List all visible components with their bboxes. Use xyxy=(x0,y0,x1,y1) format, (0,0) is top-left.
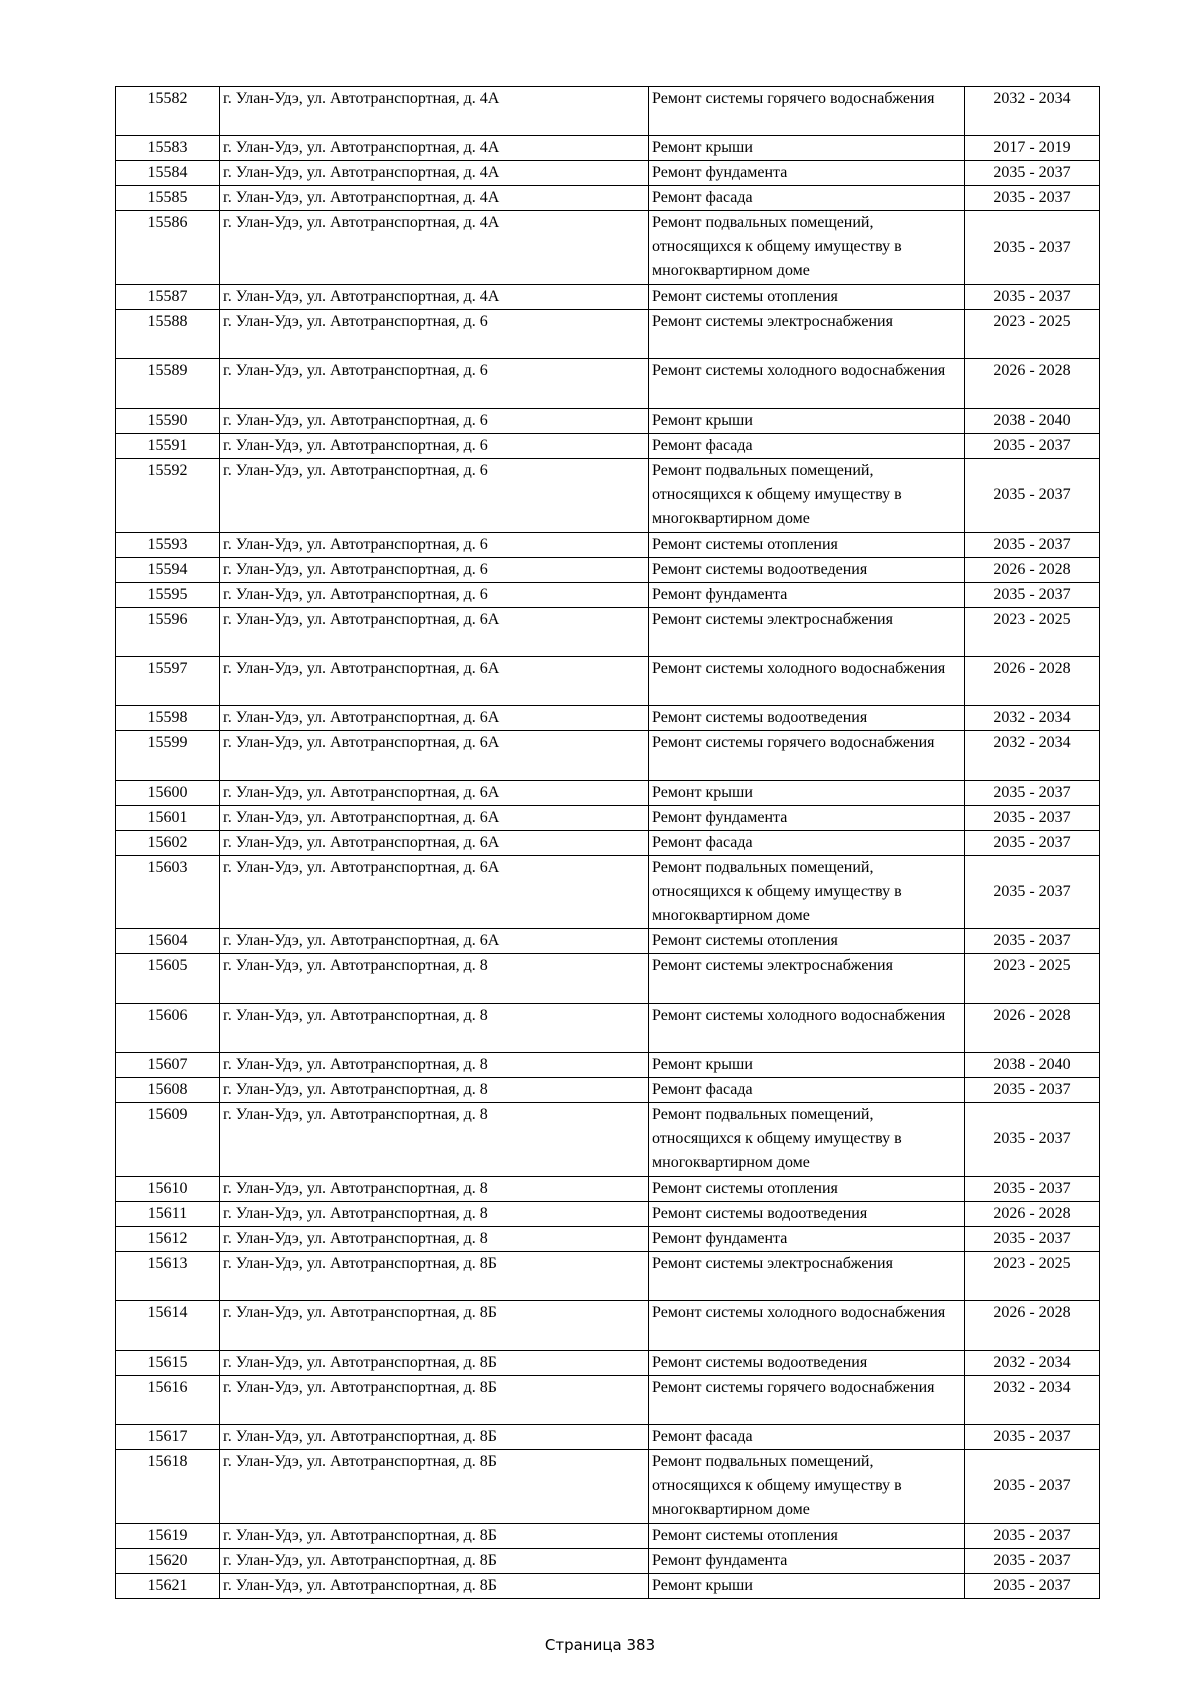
address-cell: г. Улан-Удэ, ул. Автотранспортная, д. 8 xyxy=(220,1078,649,1103)
table-row xyxy=(116,656,1100,705)
table-body xyxy=(116,87,1100,1599)
address-cell: г. Улан-Удэ, ул. Автотранспортная, д. 6 xyxy=(220,433,649,458)
period-cell: 2032 - 2034 xyxy=(965,706,1100,731)
table-row xyxy=(116,532,1100,557)
period-cell: 2035 - 2037 xyxy=(965,161,1100,186)
work-type-cell: Ремонт системы горячего водоснабжения xyxy=(649,731,965,780)
row-number-cell: 15597 xyxy=(116,656,220,705)
table-row xyxy=(116,1078,1100,1103)
period-cell: 2035 - 2037 xyxy=(965,1449,1100,1523)
work-type-cell: Ремонт фасада xyxy=(649,830,965,855)
work-type-cell: Ремонт крыши xyxy=(649,408,965,433)
table-row xyxy=(116,805,1100,830)
address-cell: г. Улан-Удэ, ул. Автотранспортная, д. 8Б xyxy=(220,1375,649,1424)
table-row xyxy=(116,1053,1100,1078)
row-number-cell: 15612 xyxy=(116,1226,220,1251)
period-cell: 2035 - 2037 xyxy=(965,458,1100,532)
table-row xyxy=(116,1424,1100,1449)
work-type-cell: Ремонт системы водоотведения xyxy=(649,557,965,582)
row-number-cell: 15616 xyxy=(116,1375,220,1424)
row-number-cell: 15607 xyxy=(116,1053,220,1078)
table-row xyxy=(116,285,1100,310)
period-cell: 2032 - 2034 xyxy=(965,1375,1100,1424)
row-number-cell: 15620 xyxy=(116,1548,220,1573)
row-number-cell: 15619 xyxy=(116,1523,220,1548)
work-type-cell: Ремонт фундамента xyxy=(649,1226,965,1251)
address-cell: г. Улан-Удэ, ул. Автотранспортная, д. 8Б xyxy=(220,1350,649,1375)
period-cell: 2026 - 2028 xyxy=(965,1003,1100,1052)
address-cell: г. Улан-Удэ, ул. Автотранспортная, д. 6А xyxy=(220,830,649,855)
address-cell: г. Улан-Удэ, ул. Автотранспортная, д. 8 xyxy=(220,1176,649,1201)
table-row xyxy=(116,1350,1100,1375)
address-cell: г. Улан-Удэ, ул. Автотранспортная, д. 6 xyxy=(220,582,649,607)
address-cell: г. Улан-Удэ, ул. Автотранспортная, д. 6А xyxy=(220,706,649,731)
table-row xyxy=(116,211,1100,285)
address-cell: г. Улан-Удэ, ул. Автотранспортная, д. 6 xyxy=(220,557,649,582)
row-number-cell: 15592 xyxy=(116,458,220,532)
address-cell: г. Улан-Удэ, ул. Автотранспортная, д. 8Б xyxy=(220,1523,649,1548)
table-row xyxy=(116,310,1100,359)
row-number-cell: 15614 xyxy=(116,1301,220,1350)
address-cell: г. Улан-Удэ, ул. Автотранспортная, д. 8 xyxy=(220,1103,649,1177)
work-type-cell: Ремонт подвальных помещений, относящихся к общему имуществу в многоквартирном доме xyxy=(649,855,965,929)
row-number-cell: 15610 xyxy=(116,1176,220,1201)
work-type-cell: Ремонт крыши xyxy=(649,136,965,161)
row-number-cell: 15608 xyxy=(116,1078,220,1103)
row-number-cell: 15618 xyxy=(116,1449,220,1523)
period-cell: 2023 - 2025 xyxy=(965,607,1100,656)
period-cell: 2035 - 2037 xyxy=(965,1523,1100,1548)
row-number-cell: 15599 xyxy=(116,731,220,780)
address-cell: г. Улан-Удэ, ул. Автотранспортная, д. 6А xyxy=(220,780,649,805)
work-type-cell: Ремонт системы отопления xyxy=(649,1523,965,1548)
period-cell: 2026 - 2028 xyxy=(965,656,1100,705)
work-type-cell: Ремонт системы электроснабжения xyxy=(649,1251,965,1300)
row-number-cell: 15594 xyxy=(116,557,220,582)
address-cell: г. Улан-Удэ, ул. Автотранспортная, д. 8 xyxy=(220,1003,649,1052)
period-cell: 2032 - 2034 xyxy=(965,87,1100,136)
work-type-cell: Ремонт фасада xyxy=(649,1078,965,1103)
period-cell: 2035 - 2037 xyxy=(965,1226,1100,1251)
table-row xyxy=(116,1251,1100,1300)
row-number-cell: 15589 xyxy=(116,359,220,408)
work-type-cell: Ремонт подвальных помещений, относящихся к общему имуществу в многоквартирном доме xyxy=(649,1103,965,1177)
row-number-cell: 15586 xyxy=(116,211,220,285)
row-number-cell: 15611 xyxy=(116,1201,220,1226)
table-row xyxy=(116,1548,1100,1573)
table-row xyxy=(116,161,1100,186)
work-type-cell: Ремонт фундамента xyxy=(649,1548,965,1573)
table-row xyxy=(116,830,1100,855)
address-cell: г. Улан-Удэ, ул. Автотранспортная, д. 6А xyxy=(220,855,649,929)
row-number-cell: 15598 xyxy=(116,706,220,731)
table-row xyxy=(116,1003,1100,1052)
period-cell: 2035 - 2037 xyxy=(965,433,1100,458)
work-type-cell: Ремонт подвальных помещений, относящихся к общему имуществу в многоквартирном доме xyxy=(649,211,965,285)
period-cell: 2038 - 2040 xyxy=(965,1053,1100,1078)
period-cell: 2023 - 2025 xyxy=(965,310,1100,359)
table-row xyxy=(116,359,1100,408)
work-type-cell: Ремонт фасада xyxy=(649,186,965,211)
row-number-cell: 15593 xyxy=(116,532,220,557)
address-cell: г. Улан-Удэ, ул. Автотранспортная, д. 4А xyxy=(220,161,649,186)
row-number-cell: 15602 xyxy=(116,830,220,855)
table-row xyxy=(116,136,1100,161)
table-row xyxy=(116,458,1100,532)
period-cell: 2035 - 2037 xyxy=(965,855,1100,929)
row-number-cell: 15600 xyxy=(116,780,220,805)
address-cell: г. Улан-Удэ, ул. Автотранспортная, д. 6 xyxy=(220,458,649,532)
period-cell: 2035 - 2037 xyxy=(965,1548,1100,1573)
address-cell: г. Улан-Удэ, ул. Автотранспортная, д. 6А xyxy=(220,731,649,780)
row-number-cell: 15595 xyxy=(116,582,220,607)
address-cell: г. Улан-Удэ, ул. Автотранспортная, д. 8Б xyxy=(220,1548,649,1573)
work-type-cell: Ремонт фасада xyxy=(649,1424,965,1449)
address-cell: г. Улан-Удэ, ул. Автотранспортная, д. 8Б xyxy=(220,1301,649,1350)
row-number-cell: 15609 xyxy=(116,1103,220,1177)
work-type-cell: Ремонт системы горячего водоснабжения xyxy=(649,87,965,136)
table-row xyxy=(116,1201,1100,1226)
work-type-cell: Ремонт системы холодного водоснабжения xyxy=(649,1003,965,1052)
period-cell: 2017 - 2019 xyxy=(965,136,1100,161)
period-cell: 2038 - 2040 xyxy=(965,408,1100,433)
period-cell: 2032 - 2034 xyxy=(965,1350,1100,1375)
address-cell: г. Улан-Удэ, ул. Автотранспортная, д. 8Б xyxy=(220,1424,649,1449)
work-type-cell: Ремонт системы холодного водоснабжения xyxy=(649,359,965,408)
work-type-cell: Ремонт системы холодного водоснабжения xyxy=(649,1301,965,1350)
period-cell: 2035 - 2037 xyxy=(965,805,1100,830)
address-cell: г. Улан-Удэ, ул. Автотранспортная, д. 8Б xyxy=(220,1449,649,1523)
address-cell: г. Улан-Удэ, ул. Автотранспортная, д. 4А xyxy=(220,136,649,161)
work-type-cell: Ремонт крыши xyxy=(649,1053,965,1078)
period-cell: 2035 - 2037 xyxy=(965,211,1100,285)
table-row xyxy=(116,433,1100,458)
period-cell: 2035 - 2037 xyxy=(965,1176,1100,1201)
row-number-cell: 15588 xyxy=(116,310,220,359)
period-cell: 2023 - 2025 xyxy=(965,954,1100,1003)
work-type-cell: Ремонт системы электроснабжения xyxy=(649,954,965,1003)
row-number-cell: 15590 xyxy=(116,408,220,433)
row-number-cell: 15587 xyxy=(116,285,220,310)
row-number-cell: 15583 xyxy=(116,136,220,161)
address-cell: г. Улан-Удэ, ул. Автотранспортная, д. 4А xyxy=(220,186,649,211)
table-row xyxy=(116,1573,1100,1598)
table-row xyxy=(116,1301,1100,1350)
row-number-cell: 15615 xyxy=(116,1350,220,1375)
work-type-cell: Ремонт системы водоотведения xyxy=(649,1350,965,1375)
address-cell: г. Улан-Удэ, ул. Автотранспортная, д. 8 xyxy=(220,1053,649,1078)
row-number-cell: 15606 xyxy=(116,1003,220,1052)
table-row xyxy=(116,1449,1100,1523)
period-cell: 2035 - 2037 xyxy=(965,1424,1100,1449)
table-row xyxy=(116,1375,1100,1424)
work-type-cell: Ремонт фундамента xyxy=(649,582,965,607)
address-cell: г. Улан-Удэ, ул. Автотранспортная, д. 6 xyxy=(220,532,649,557)
row-number-cell: 15621 xyxy=(116,1573,220,1598)
table-row xyxy=(116,186,1100,211)
work-type-cell: Ремонт системы холодного водоснабжения xyxy=(649,656,965,705)
row-number-cell: 15617 xyxy=(116,1424,220,1449)
period-cell: 2026 - 2028 xyxy=(965,557,1100,582)
work-type-cell: Ремонт системы водоотведения xyxy=(649,1201,965,1226)
work-type-cell: Ремонт системы горячего водоснабжения xyxy=(649,1375,965,1424)
period-cell: 2035 - 2037 xyxy=(965,582,1100,607)
work-type-cell: Ремонт крыши xyxy=(649,1573,965,1598)
repair-schedule-table xyxy=(115,86,1100,1599)
period-cell: 2035 - 2037 xyxy=(965,830,1100,855)
work-type-cell: Ремонт крыши xyxy=(649,780,965,805)
row-number-cell: 15604 xyxy=(116,929,220,954)
period-cell: 2035 - 2037 xyxy=(965,1078,1100,1103)
work-type-cell: Ремонт фасада xyxy=(649,433,965,458)
period-cell: 2035 - 2037 xyxy=(965,285,1100,310)
period-cell: 2026 - 2028 xyxy=(965,1301,1100,1350)
row-number-cell: 15596 xyxy=(116,607,220,656)
table-row xyxy=(116,1103,1100,1177)
address-cell: г. Улан-Удэ, ул. Автотранспортная, д. 8 xyxy=(220,954,649,1003)
table-row xyxy=(116,557,1100,582)
period-cell: 2023 - 2025 xyxy=(965,1251,1100,1300)
page-number: Страница 383 xyxy=(544,1636,656,1654)
address-cell: г. Улан-Удэ, ул. Автотранспортная, д. 6 xyxy=(220,310,649,359)
work-type-cell: Ремонт фундамента xyxy=(649,161,965,186)
table-row xyxy=(116,780,1100,805)
work-type-cell: Ремонт системы отопления xyxy=(649,532,965,557)
table-row xyxy=(116,731,1100,780)
work-type-cell: Ремонт подвальных помещений, относящихся к общему имуществу в многоквартирном доме xyxy=(649,1449,965,1523)
table-row xyxy=(116,607,1100,656)
row-number-cell: 15605 xyxy=(116,954,220,1003)
period-cell: 2035 - 2037 xyxy=(965,186,1100,211)
row-number-cell: 15613 xyxy=(116,1251,220,1300)
table-row xyxy=(116,855,1100,929)
row-number-cell: 15591 xyxy=(116,433,220,458)
period-cell: 2026 - 2028 xyxy=(965,359,1100,408)
address-cell: г. Улан-Удэ, ул. Автотранспортная, д. 6А xyxy=(220,656,649,705)
address-cell: г. Улан-Удэ, ул. Автотранспортная, д. 4А xyxy=(220,285,649,310)
work-type-cell: Ремонт системы электроснабжения xyxy=(649,607,965,656)
row-number-cell: 15601 xyxy=(116,805,220,830)
address-cell: г. Улан-Удэ, ул. Автотранспортная, д. 6 xyxy=(220,408,649,433)
address-cell: г. Улан-Удэ, ул. Автотранспортная, д. 8Б xyxy=(220,1251,649,1300)
period-cell: 2035 - 2037 xyxy=(965,780,1100,805)
address-cell: г. Улан-Удэ, ул. Автотранспортная, д. 6А xyxy=(220,805,649,830)
row-number-cell: 15603 xyxy=(116,855,220,929)
period-cell: 2035 - 2037 xyxy=(965,532,1100,557)
period-cell: 2035 - 2037 xyxy=(965,1573,1100,1598)
address-cell: г. Улан-Удэ, ул. Автотранспортная, д. 4А xyxy=(220,87,649,136)
address-cell: г. Улан-Удэ, ул. Автотранспортная, д. 6А xyxy=(220,929,649,954)
address-cell: г. Улан-Удэ, ул. Автотранспортная, д. 6 xyxy=(220,359,649,408)
row-number-cell: 15584 xyxy=(116,161,220,186)
work-type-cell: Ремонт подвальных помещений, относящихся к общему имуществу в многоквартирном доме xyxy=(649,458,965,532)
work-type-cell: Ремонт системы отопления xyxy=(649,1176,965,1201)
work-type-cell: Ремонт системы отопления xyxy=(649,929,965,954)
address-cell: г. Улан-Удэ, ул. Автотранспортная, д. 8 xyxy=(220,1226,649,1251)
row-number-cell: 15585 xyxy=(116,186,220,211)
address-cell: г. Улан-Удэ, ул. Автотранспортная, д. 8Б xyxy=(220,1573,649,1598)
period-cell: 2035 - 2037 xyxy=(965,1103,1100,1177)
address-cell: г. Улан-Удэ, ул. Автотранспортная, д. 6А xyxy=(220,607,649,656)
table-row xyxy=(116,582,1100,607)
table-row xyxy=(116,929,1100,954)
table-row xyxy=(116,706,1100,731)
table-row xyxy=(116,1176,1100,1201)
work-type-cell: Ремонт системы отопления xyxy=(649,285,965,310)
period-cell: 2032 - 2034 xyxy=(965,731,1100,780)
address-cell: г. Улан-Удэ, ул. Автотранспортная, д. 4А xyxy=(220,211,649,285)
period-cell: 2035 - 2037 xyxy=(965,929,1100,954)
work-type-cell: Ремонт системы водоотведения xyxy=(649,706,965,731)
table-row xyxy=(116,1226,1100,1251)
address-cell: г. Улан-Удэ, ул. Автотранспортная, д. 8 xyxy=(220,1201,649,1226)
row-number-cell: 15582 xyxy=(116,87,220,136)
table-row xyxy=(116,1523,1100,1548)
work-type-cell: Ремонт фундамента xyxy=(649,805,965,830)
table-row xyxy=(116,954,1100,1003)
period-cell: 2026 - 2028 xyxy=(965,1201,1100,1226)
table-row xyxy=(116,408,1100,433)
work-type-cell: Ремонт системы электроснабжения xyxy=(649,310,965,359)
table-row xyxy=(116,87,1100,136)
